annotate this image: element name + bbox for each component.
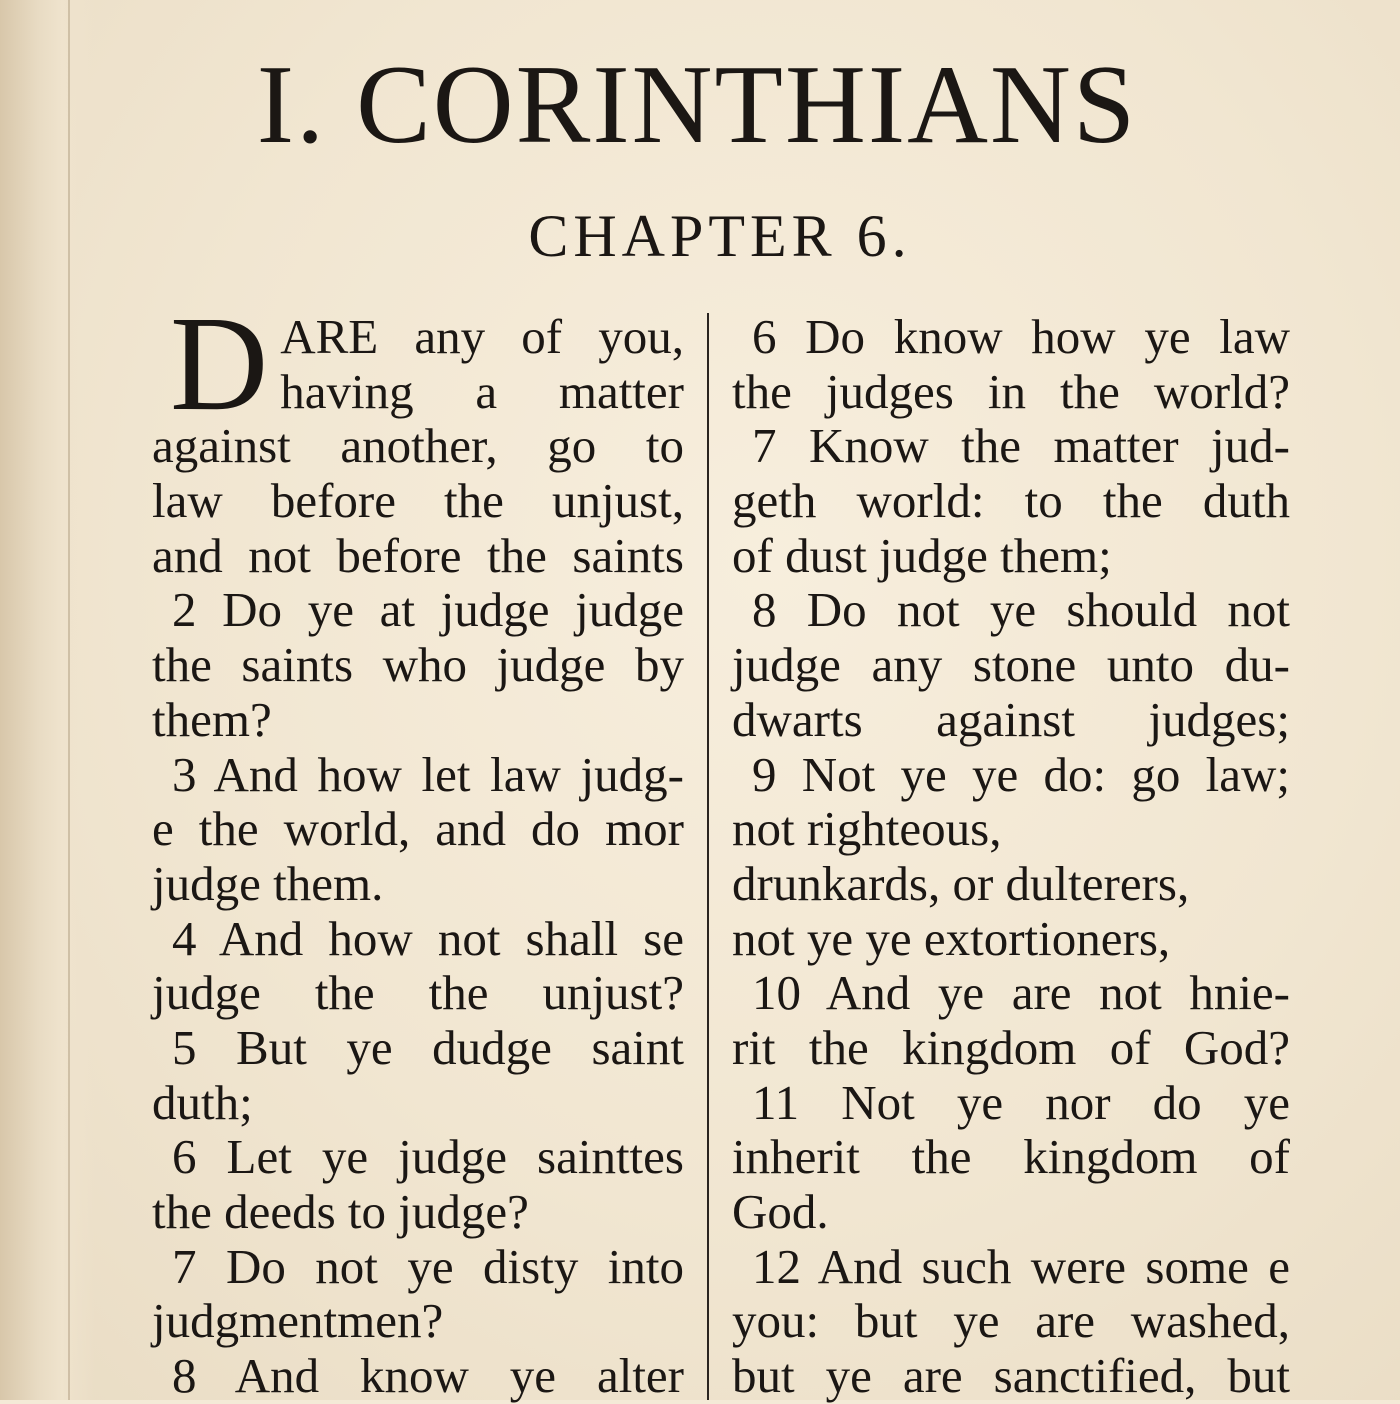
verse-line: judge the the unjust? (152, 965, 684, 1021)
verse-line: geth world: to the duth (732, 473, 1290, 529)
verse-line: judgmentmen? (152, 1293, 444, 1349)
verse-line: 2 Do ye at judge judge (172, 582, 684, 638)
verse-line: not righteous, (732, 801, 1002, 857)
verse-line: judge them. (152, 855, 384, 911)
verse-line: the judges in the world? (732, 363, 1290, 419)
verse-line: 10 And ye are not hnie- (752, 965, 1290, 1021)
verse-line: 6 Do know how ye law (752, 309, 1290, 364)
left-column-lines (152, 419, 684, 1403)
right-column-lines (732, 310, 1290, 1404)
verse-line: the deeds to judge? (152, 1184, 529, 1239)
verse-line: law before the unjust, (152, 473, 684, 529)
verse-line: of dust judge them; (732, 527, 1112, 583)
opening-line: having a matter (280, 363, 684, 419)
verse-line: 11 Not ye nor do ye (752, 1074, 1290, 1130)
verse-line: 6 Let ye judge sainttes (172, 1129, 684, 1185)
verse-line: them? (152, 691, 272, 747)
verse-line: 8 And know ye alter (172, 1348, 684, 1404)
verse-line: but ye are sanctified, but (732, 1348, 1290, 1404)
verse-line: the saints who judge by (152, 637, 684, 693)
verse-line: 8 Do not ye should not (752, 582, 1290, 638)
verse-line: drunkards, or dulterers, (732, 855, 1190, 911)
verse-line: 7 Know the matter jud- (752, 418, 1290, 474)
verse-line: judge any stone unto du- (732, 637, 1290, 693)
verse-line: 9 Not ye ye do: go law; (752, 746, 1290, 802)
verse-line: inherit the kingdom of (732, 1129, 1290, 1185)
verse-line: 4 And how not shall se (172, 910, 684, 966)
verse-line: 5 But ye dudge saint (172, 1019, 684, 1075)
verse-line: e the world, and do mor (152, 801, 684, 857)
drop-cap: D (170, 289, 269, 439)
verse-line: against another, go to (152, 418, 684, 474)
verse-line: 3 And how let law judg- (172, 746, 684, 802)
book-title: I. CORINTHIANS (256, 43, 1138, 167)
verse-line: rit the kingdom of God? (732, 1019, 1290, 1075)
column-divider (707, 313, 709, 1400)
opening-line: ARE any of you, (280, 309, 684, 364)
verse-line: God. (732, 1184, 829, 1239)
verse-line: and not before the saints (152, 527, 684, 583)
verse-line: you: but ye are washed, (732, 1293, 1290, 1349)
chapter-title: CHAPTER 6. (528, 203, 912, 269)
right-text-column (732, 310, 1290, 1404)
verse-line: 7 Do not ye disty into (172, 1238, 684, 1294)
verse-line: 12 And such were some e (752, 1238, 1290, 1294)
verse-line: not ye ye extortioners, (732, 910, 1171, 966)
left-text-column (152, 289, 684, 1404)
verse-line: dwarts against judges; (732, 691, 1290, 747)
verse-line: duth; (152, 1074, 253, 1130)
